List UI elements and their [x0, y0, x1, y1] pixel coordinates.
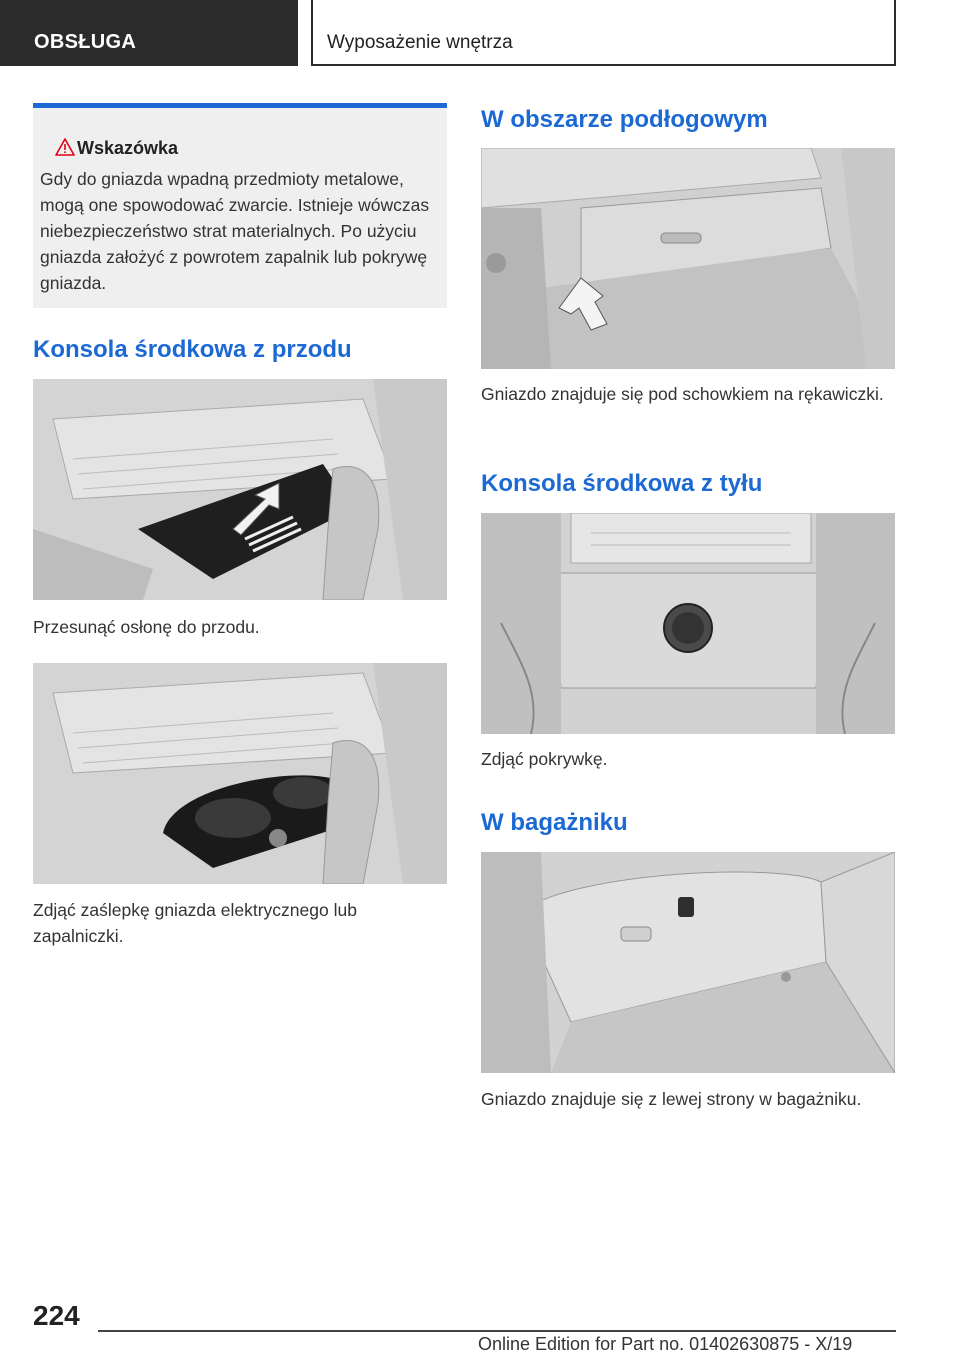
header-section-tab	[0, 0, 298, 66]
note-body: Gdy do gniazda wpadną przedmioty metalowe, mogą one spowodować zwarcie. Istnieje wówczas niebezpieczeństwo strat materialnych. Po użyciu gniazda założyć z powrotem zapalnik lub pokrywę gniazda.	[40, 169, 430, 293]
note-box	[33, 103, 447, 308]
warning-triangle-icon	[55, 138, 75, 156]
rear-console-caption: Zdjąć pokrywkę.	[481, 749, 608, 769]
page-number: 224	[33, 1300, 80, 1331]
note-title: Wskazówka	[77, 138, 179, 158]
front-console-caption-2: Zdjąć zaślepkę gniazda elektrycznego lub zapalniczki.	[33, 900, 357, 946]
rear-console-heading: Konsola środkowa z tyłu	[481, 470, 763, 497]
front-console-heading: Konsola środkowa z przodu	[33, 336, 352, 363]
trunk-heading: W bagażniku	[481, 809, 628, 836]
footwell-image	[481, 148, 895, 369]
footwell-caption: Gniazdo znajduje się pod schowkiem na rękawiczki.	[481, 384, 884, 404]
footer-edition: Online Edition for Part no. 01402630875 - X/19	[478, 1334, 853, 1354]
footwell-heading: W obszarze podłogowym	[481, 106, 768, 133]
front-console-caption-1: Przesunąć osłonę do przodu.	[33, 617, 260, 637]
header-section-label: OBSŁUGA	[34, 31, 137, 53]
rear-console-image	[481, 513, 895, 734]
header-chapter-label: Wyposażenie wnętrza	[327, 32, 513, 53]
front-console-socket-image	[33, 663, 447, 884]
front-console-cover-image	[33, 379, 447, 600]
trunk-caption: Gniazdo znajduje się z lewej strony w bagażniku.	[481, 1089, 862, 1109]
header-chapter-tab	[311, 0, 896, 66]
footer-rule	[98, 1330, 896, 1332]
trunk-image	[481, 852, 895, 1073]
